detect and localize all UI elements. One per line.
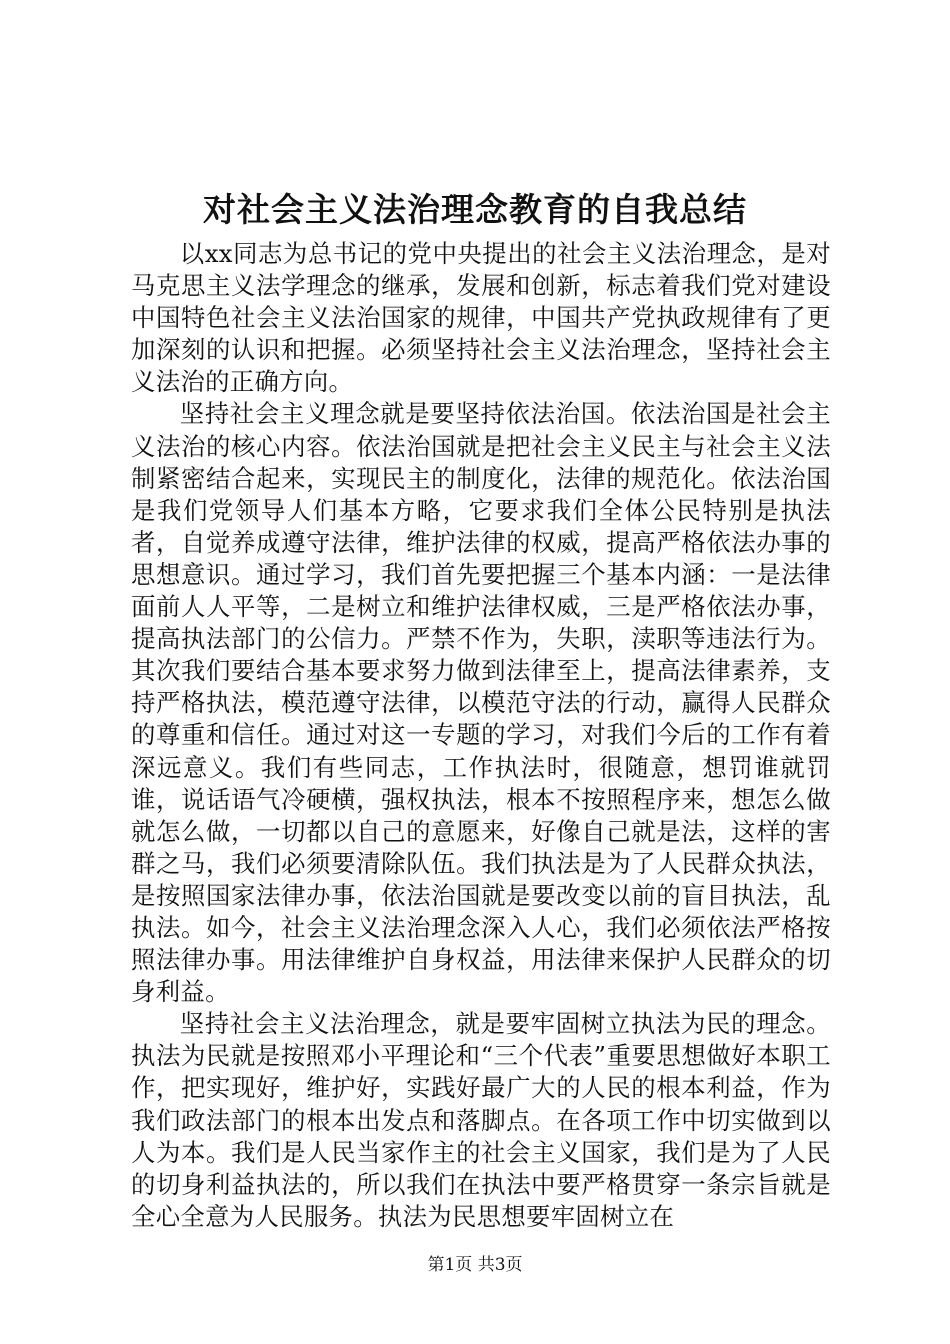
document-body [131,238,831,1233]
paragraph-1: 以xx同志为总书记的党中央提出的社会主义法治理念，是对马克思主义法学理念的继承，发展和创新，标志着我们党对建设中国特色社会主义法治国家的规律，中国共产党执政规律有了更加深刻的认识和把握。必须坚持社会主义法治理念，坚持社会主义法治的正确方向。 [131,239,831,397]
paragraph-2: 坚持社会主义理念就是要坚持依法治国。依法治国是社会主义法治的核心内容。依法治国就是把社会主义民主与社会主义法制紧密结合起来，实现民主的制度化，法律的规范化。依法治国是我们党领导人们基本方略，它要求我们全体公民特别是执法者，自觉养成遵守法律，维护法律的权威，提高严格依法办事的思想意识。通过学习，我们首先要把握三个基本内涵：一是法律面前人人平等，二是树立和维护法律权威，三是严格依法办事，提高执法部门的公信力。严禁不作为，失职，渎职等违法行为。其次我们要结合基本要求努力做到法律至上，提高法律素养，支持严格执法，模范遵守法律，以模范守法的行动，赢得人民群众的尊重和信任。通过对这一专题的学习，对我们今后的工作有着深远意义。我们有些同志，工作执法时，很随意，想罚谁就罚谁，说话语气冷硬横，强权执法，根本不按照程序来，想怎么做就怎么做，一切都以自己的意愿来，好像自己就是法，这样的害群之马，我们必须要清除队伍。我们执法是为了人民群众执法，是按照国家法律办事，依法治国就是要改变以前的盲目执法，乱执法。如今，社会主义法治理念深入人心，我们必须依法严格按照法律办事。用法律维护自身权益，用法律来保护人民群众的切身利益。 [131,399,831,1007]
paragraph-3: 坚持社会主义法治理念，就是要牢固树立执法为民的理念。执法为民就是按照邓小平理论和“三个代表”重要思想做好本职工作，把实现好，维护好，实践好最广大的人民的根本利益，作为我们政法部门的根本出发点和落脚点。在各项工作中切实做到以人为本。我们是人民当家作主的社会主义国家，我们是为了人民的切身利益执法的，所以我们在执法中要严格贯穿一条宗旨就是全心全意为人民服务。执法为民思想要牢固树立在 [131,1009,831,1231]
document-title: 对社会主义法治理念教育的自我总结 [203,190,747,229]
page-number-footer: 第1页 共3页 [427,1255,523,1275]
